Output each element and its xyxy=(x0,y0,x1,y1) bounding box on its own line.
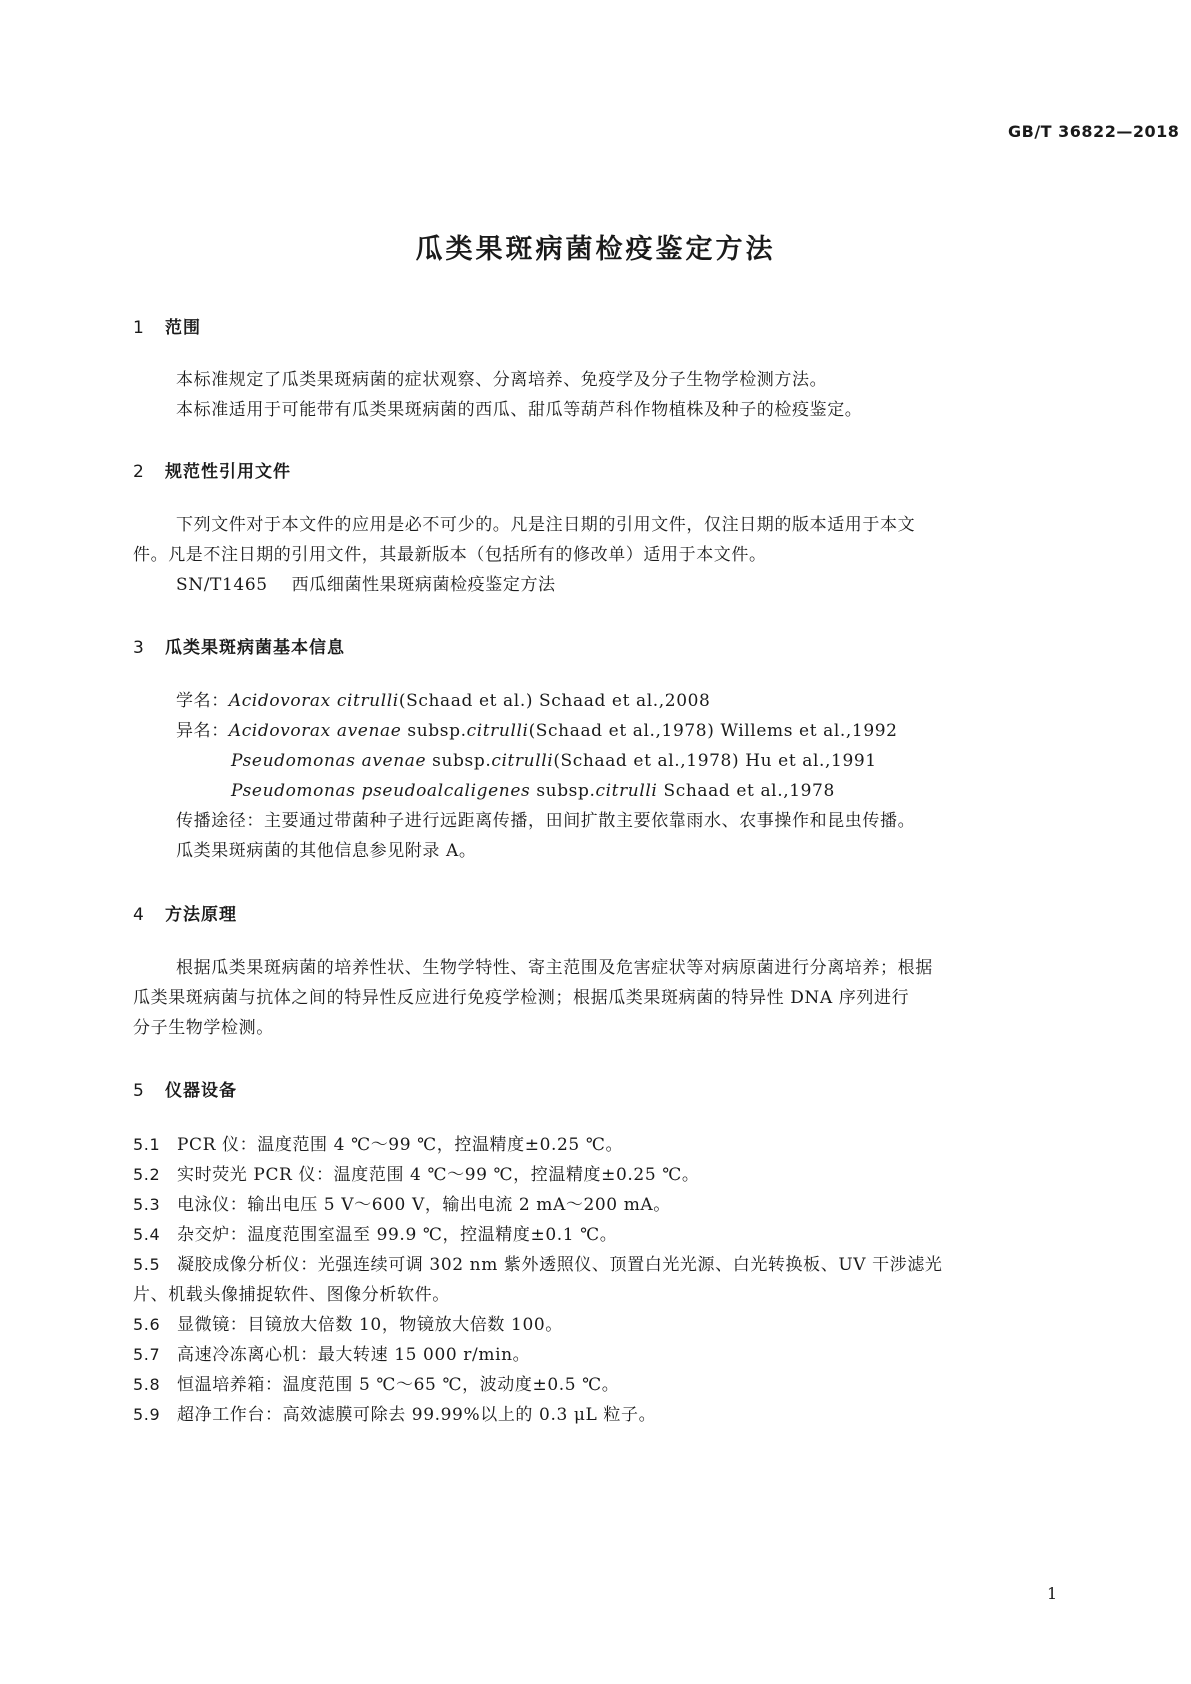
label: 异名： xyxy=(176,721,229,741)
item-text: PCR 仪：温度范围 4 ℃～99 ℃，控温精度±0.25 ℃。 xyxy=(177,1135,624,1155)
section-number: 2 xyxy=(133,462,145,482)
item-text: 实时荧光 PCR 仪：温度范围 4 ℃～99 ℃，控温精度±0.25 ℃。 xyxy=(177,1165,700,1185)
list-item xyxy=(133,1403,656,1427)
item-number: 5.6 xyxy=(133,1315,161,1334)
list-item xyxy=(133,1223,617,1247)
paragraph: 瓜类果斑病菌的其他信息参见附录 A。 xyxy=(176,841,477,861)
section-title: 方法原理 xyxy=(165,905,237,925)
item-text: 凝胶成像分析仪：光强连续可调 302 nm 紫外透照仪、顶置白光光源、白光转换板、UV 干涉滤光 xyxy=(177,1255,943,1275)
item-number: 5.2 xyxy=(133,1165,161,1184)
paragraph: 本标准规定了瓜类果斑病菌的症状观察、分离培养、免疫学及分子生物学检测方法。 xyxy=(176,370,828,390)
paragraph-line: 根据瓜类果斑病菌的培养性状、生物学特性、寄主范围及危害症状等对病原菌进行分离培养；根据 xyxy=(176,958,933,978)
section-title: 规范性引用文件 xyxy=(165,462,291,482)
section-number: 1 xyxy=(133,318,145,338)
authority: (Schaad et al.,1978) Willems et al.,1992 xyxy=(528,721,898,741)
subspecies: citrulli xyxy=(595,781,658,801)
synonym-1 xyxy=(176,719,898,743)
paragraph-line: 件。凡是不注日期的引用文件，其最新版本（包括所有的修改单）适用于本文件。 xyxy=(133,545,767,565)
section-title: 范围 xyxy=(165,318,201,338)
paragraph-line: 瓜类果斑病菌与抗体之间的特异性反应进行免疫学检测；根据瓜类果斑病菌的特异性 DNA 序列进行 xyxy=(133,988,910,1008)
synonym-2 xyxy=(231,749,877,773)
section-title: 瓜类果斑病菌基本信息 xyxy=(165,638,345,658)
paragraph: 传播途径：主要通过带菌种子进行远距离传播，田间扩散主要依靠雨水、农事操作和昆虫传播。 xyxy=(176,811,916,831)
reference-title: 西瓜细菌性果斑病菌检疫鉴定方法 xyxy=(291,575,556,595)
item-number: 5.5 xyxy=(133,1255,161,1274)
item-text: 超净工作台：高效滤膜可除去 99.99%以上的 0.3 μL 粒子。 xyxy=(177,1405,657,1425)
subspecies: citrulli xyxy=(491,751,554,771)
species-name: Pseudomonas pseudoalcaligenes xyxy=(231,781,531,801)
item-number: 5.1 xyxy=(133,1135,161,1154)
item-text: 恒温培养箱：温度范围 5 ℃～65 ℃，波动度±0.5 ℃。 xyxy=(177,1375,620,1395)
item-number: 5.4 xyxy=(133,1225,161,1244)
document-title: 瓜类果斑病菌检疫鉴定方法 xyxy=(415,234,776,265)
synonym-3 xyxy=(231,779,835,803)
rank: subsp. xyxy=(426,751,492,771)
authority: (Schaad et al.,1978) Hu et al.,1991 xyxy=(553,751,877,771)
section-1-heading xyxy=(133,313,201,338)
item-text: 高速冷冻离心机：最大转速 15 000 r/min。 xyxy=(177,1345,531,1365)
item-text: 显微镜：目镜放大倍数 10，物镜放大倍数 100。 xyxy=(177,1315,563,1335)
species-name: Acidovorax avenae xyxy=(228,721,402,741)
normative-reference xyxy=(176,573,556,597)
list-item xyxy=(133,1163,699,1187)
section-number: 4 xyxy=(133,905,145,925)
section-4-heading xyxy=(133,900,237,925)
paragraph-line: 下列文件对于本文件的应用是必不可少的。凡是注日期的引用文件，仅注日期的版本适用于本文 xyxy=(176,515,916,535)
species-name: Acidovorax citrulli xyxy=(228,691,399,711)
subspecies: citrulli xyxy=(466,721,529,741)
item-number: 5.7 xyxy=(133,1345,161,1364)
rank: subsp. xyxy=(401,721,467,741)
list-item xyxy=(133,1373,619,1397)
paragraph-line: 分子生物学检测。 xyxy=(133,1018,274,1038)
species-name: Pseudomonas avenae xyxy=(231,751,427,771)
item-text: 电泳仪：输出电压 5 V～600 V，输出电流 2 mA～200 mA。 xyxy=(177,1195,671,1215)
page-number: 1 xyxy=(1047,1584,1058,1603)
item-number: 5.3 xyxy=(133,1195,161,1214)
section-5-heading xyxy=(133,1076,237,1101)
scientific-name xyxy=(176,689,710,713)
paragraph: 本标准适用于可能带有瓜类果斑病菌的西瓜、甜瓜等葫芦科作物植株及种子的检疫鉴定。 xyxy=(176,400,863,420)
standard-number: GB/T 36822—2018 xyxy=(1008,122,1180,141)
authority: Schaad et al.,1978 xyxy=(657,781,835,801)
section-3-heading xyxy=(133,633,345,658)
item-text: 杂交炉：温度范围室温至 99.9 ℃，控温精度±0.1 ℃。 xyxy=(177,1225,618,1245)
list-item xyxy=(133,1193,671,1217)
list-item xyxy=(133,1133,623,1157)
section-2-heading xyxy=(133,457,291,482)
rank: subsp. xyxy=(530,781,596,801)
item-number: 5.8 xyxy=(133,1375,161,1394)
item-number: 5.9 xyxy=(133,1405,161,1424)
section-number: 3 xyxy=(133,638,145,658)
reference-code: SN/T1465 xyxy=(176,575,268,595)
label: 学名： xyxy=(176,691,229,711)
section-title: 仪器设备 xyxy=(165,1081,237,1101)
list-item xyxy=(133,1343,530,1367)
authority: (Schaad et al.) Schaad et al.,2008 xyxy=(398,691,711,711)
section-number: 5 xyxy=(133,1081,145,1101)
list-item xyxy=(133,1313,563,1337)
list-item xyxy=(133,1253,943,1277)
list-item-continuation: 片、机载头像捕捉软件、图像分析软件。 xyxy=(133,1285,450,1305)
